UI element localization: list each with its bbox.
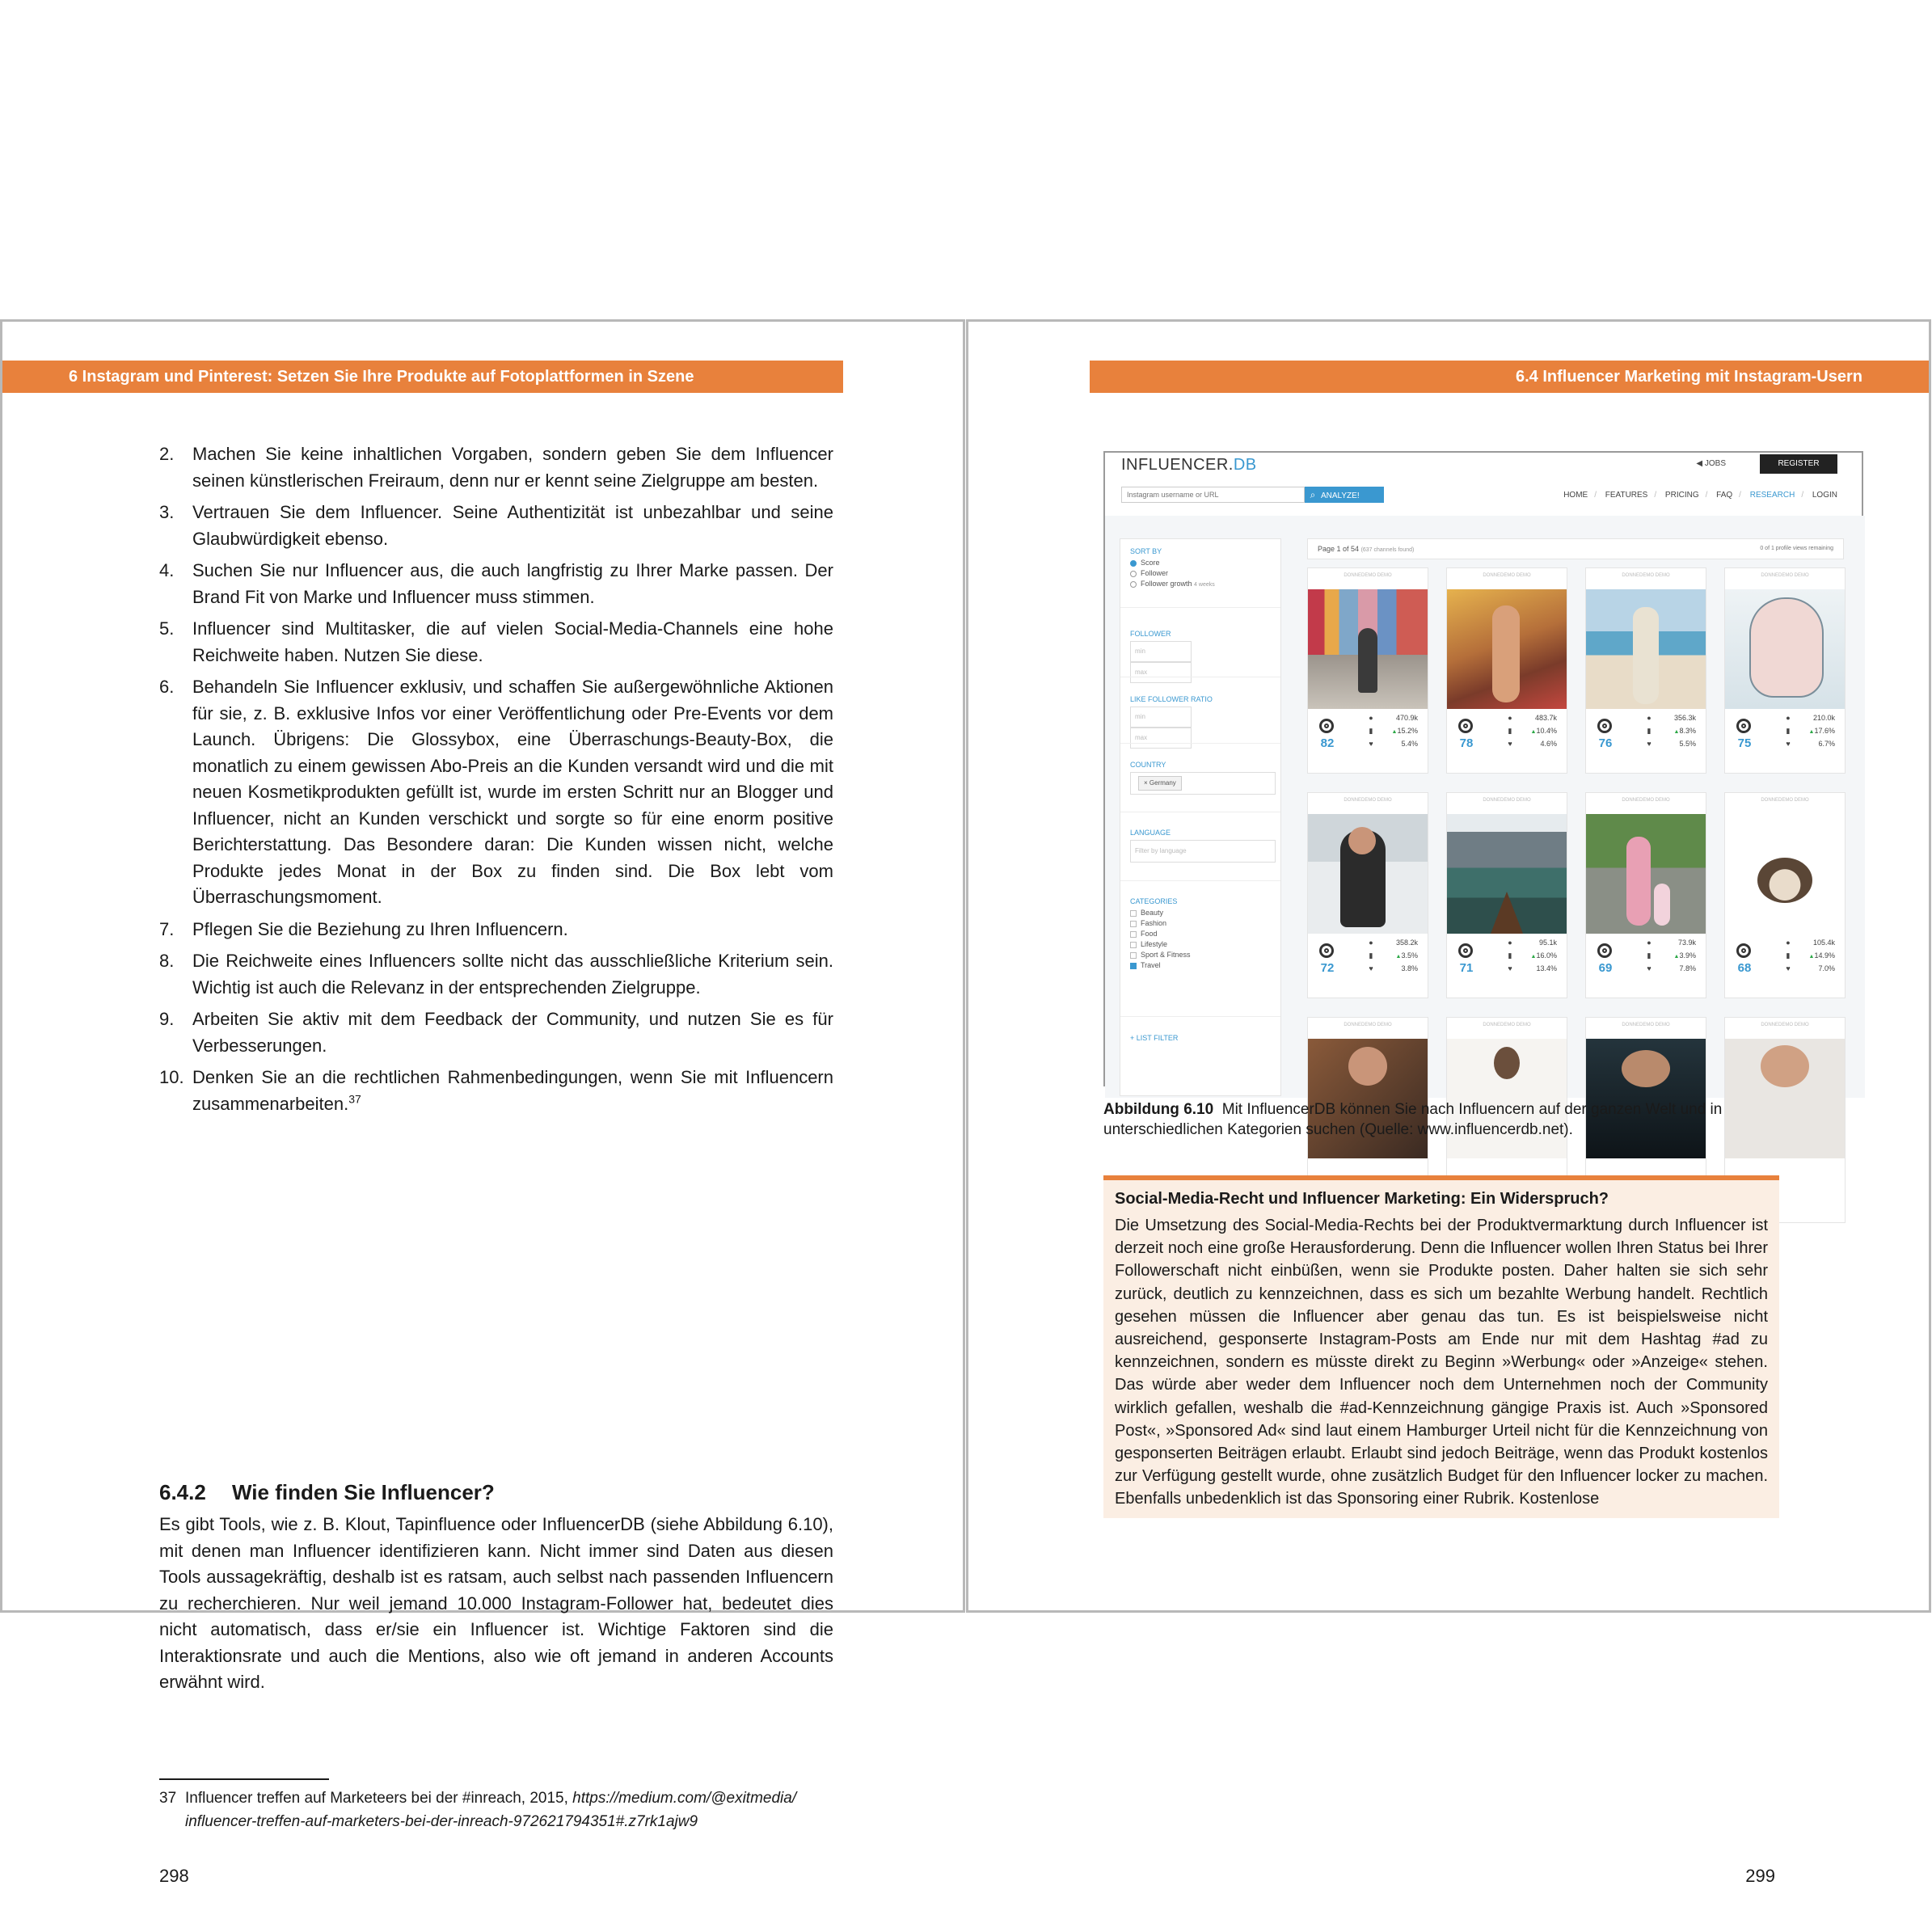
ratio-min-input[interactable]: min bbox=[1130, 707, 1192, 728]
instagram-icon bbox=[1736, 943, 1751, 958]
profile-photo bbox=[1725, 1039, 1845, 1158]
instagram-icon bbox=[1597, 943, 1612, 958]
category-food-checkbox[interactable]: Food bbox=[1130, 930, 1271, 938]
site-logo[interactable]: INFLUENCER.DB bbox=[1121, 456, 1257, 474]
growth-icon: ▮ bbox=[1647, 951, 1651, 960]
influencer-score: 69 bbox=[1598, 961, 1613, 975]
profile-photo bbox=[1725, 814, 1845, 934]
influencer-card[interactable]: DONNEDEMO DEMO 69 ● 73.9k ▮ ▲3.9% ♥ 7.8% bbox=[1585, 792, 1706, 998]
follower-max-input[interactable]: max bbox=[1130, 662, 1192, 683]
category-travel-checkbox[interactable]: Travel bbox=[1130, 961, 1271, 969]
instagram-icon bbox=[1458, 719, 1473, 733]
profile-photo bbox=[1447, 589, 1567, 709]
country-group: COUNTRY × Germany bbox=[1130, 761, 1271, 795]
influencer-card[interactable]: DONNEDEMO DEMO bbox=[1446, 1017, 1567, 1223]
section-heading: 6.4.2 Wie finden Sie Influencer? bbox=[159, 1480, 495, 1504]
influencer-card[interactable]: DONNEDEMO DEMO 68 ● 105.4k ▮ ▲14.9% ♥ 7.0% bbox=[1724, 792, 1846, 998]
influencer-card[interactable]: DONNEDEMO DEMO 72 ● 358.2k ▮ ▲3.5% ♥ 3.8% bbox=[1307, 792, 1428, 998]
profile-photo bbox=[1586, 814, 1706, 934]
page-number: 299 bbox=[1745, 1866, 1775, 1886]
nav-login[interactable]: LOGIN bbox=[1812, 491, 1837, 500]
figure-caption: Abbildung 6.10 Mit InfluencerDB können Sie nach Influencern auf der ganzen Welt und in unterschiedlichen Kategorien suchen (Quelle: www.influencerdb.net). bbox=[1103, 1101, 1723, 1138]
nav-research[interactable]: RESEARCH bbox=[1749, 491, 1795, 500]
list-filter-button[interactable]: + LIST FILTER bbox=[1130, 1034, 1179, 1042]
sort-group: SORT BY Score Follower Follower growth 4 weeks bbox=[1130, 547, 1271, 590]
follower-group: FOLLOWER minmax bbox=[1130, 630, 1271, 683]
instagram-icon bbox=[1319, 943, 1334, 958]
follower-icon: ● bbox=[1647, 939, 1651, 947]
influencer-card[interactable]: DONNEDEMO DEMO 78 ● 483.7k ▮ ▲10.4% ♥ 4.6% bbox=[1446, 567, 1567, 774]
profile-photo bbox=[1308, 814, 1428, 934]
influencer-score: 76 bbox=[1598, 736, 1613, 750]
profile-photo bbox=[1447, 1039, 1567, 1158]
profile-photo bbox=[1308, 589, 1428, 709]
footnote: 37 Influencer treffen auf Marketeers bei der #inreach, 2015, https://medium.com/@exitmedia/ influencer-treffen-auf-marketers-bei-der-inreach-972621794351#.z7rk1ajw9 bbox=[159, 1790, 797, 1830]
language-group: LANGUAGE Filter by language bbox=[1130, 829, 1271, 863]
profile-photo bbox=[1586, 1039, 1706, 1158]
analyze-button[interactable]: ⌕ ANALYZE! bbox=[1305, 487, 1384, 503]
profile-photo bbox=[1308, 1039, 1428, 1158]
follower-icon: ● bbox=[1647, 714, 1651, 722]
influencer-score: 78 bbox=[1459, 736, 1474, 750]
like-icon: ♥ bbox=[1369, 740, 1373, 748]
language-field[interactable]: Filter by language bbox=[1130, 840, 1276, 863]
growth-icon: ▮ bbox=[1508, 951, 1512, 960]
profile-photo bbox=[1447, 814, 1567, 934]
sort-follower-radio[interactable]: Follower bbox=[1130, 569, 1271, 577]
nav-pricing[interactable]: PRICING bbox=[1664, 491, 1699, 500]
like-icon: ♥ bbox=[1786, 740, 1791, 748]
country-chip[interactable]: × Germany bbox=[1138, 776, 1182, 791]
follower-icon: ● bbox=[1508, 939, 1512, 947]
growth-icon: ▮ bbox=[1647, 727, 1651, 735]
filter-sidebar bbox=[1120, 538, 1281, 1096]
influencer-card[interactable]: DONNEDEMO DEMO 76 ● 356.3k ▮ ▲8.3% ♥ 5.5% bbox=[1585, 567, 1706, 774]
like-icon: ♥ bbox=[1647, 740, 1651, 748]
sort-score-radio[interactable]: Score bbox=[1130, 559, 1271, 567]
instagram-icon bbox=[1458, 943, 1473, 958]
ratio-group: LIKE FOLLOWER RATIO minmax bbox=[1130, 695, 1271, 749]
section-paragraph: Es gibt Tools, wie z. B. Klout, Tapinfluence oder InfluencerDB (siehe Abbildung 6.10), mit denen man Influencer identifizieren kann. Nicht immer sind Daten aus diesen Tools aussagekräftig, deshalb ist es ratsam, auch selbst nach passenden Influencern zu recherchieren. Nur weil jemand 10.000 Instagram-Follower hat, bedeutet dies nicht automatisch, dass er/sie ein Influencer ist. Wichtige Faktoren sind die Interaktionsrate und auch die Mentions, also wie oft jemand in anderen Accounts erwähnt wird. bbox=[159, 1514, 833, 1692]
influencer-score: 82 bbox=[1320, 736, 1335, 750]
like-icon: ♥ bbox=[1786, 964, 1791, 972]
follower-icon: ● bbox=[1508, 714, 1512, 722]
influencerdb-screenshot bbox=[1103, 451, 1863, 1086]
influencer-card[interactable]: DONNEDEMO DEMO 75 ● 210.0k ▮ ▲17.6% ♥ 6.7% bbox=[1724, 567, 1846, 774]
main-nav: HOME / FEATURES / PRICING / FAQ / RESEARCH / LOGIN bbox=[1563, 491, 1837, 500]
profile-photo bbox=[1725, 589, 1845, 709]
category-beauty-checkbox[interactable]: Beauty bbox=[1130, 909, 1271, 917]
growth-icon: ▮ bbox=[1786, 951, 1791, 960]
jobs-link[interactable]: ◀ JOBS bbox=[1696, 459, 1726, 468]
tips-list bbox=[159, 441, 833, 1123]
right-page bbox=[966, 319, 1931, 1886]
content-area bbox=[1105, 516, 1865, 1098]
category-fashion-checkbox[interactable]: Fashion bbox=[1130, 919, 1271, 927]
footnote-link[interactable]: influencer-treffen-auf-marketers-bei-der-inreach-972621794351#.z7rk1ajw9 bbox=[185, 1813, 698, 1830]
list-item: 8. Die Reichweite eines Influencers sollte nicht das ausschließliche Kriterium sein. Wichtig ist auch die Relevanz in der entsprechenden Zielgruppe. bbox=[159, 951, 833, 998]
list-item: 5. Influencer sind Multitasker, die auf vielen Social-Media-Channels eine hohe Reichweite haben. Nutzen Sie diese. bbox=[159, 618, 833, 665]
instagram-icon bbox=[1736, 719, 1751, 733]
search-icon: ⌕ bbox=[1310, 489, 1316, 500]
list-item: 4. Suchen Sie nur Influencer aus, die auch langfristig zu Ihrer Marke passen. Der Brand Fit von Marke und Influencer muss stimmen. bbox=[159, 560, 833, 607]
influencer-card[interactable]: DONNEDEMO DEMO bbox=[1585, 1017, 1706, 1223]
infobox bbox=[1103, 1180, 1779, 1518]
list-item: 6. Behandeln Sie Influencer exklusiv, und schaffen Sie außergewöhnliche Aktionen für sie, z. B. exklusive Infos vor einer Veröffentlichung oder Pre-Events vor dem Launch. Übrigens: Die Glossybox, eine Überraschungs-Beauty-Box, die monatlich zu einem gewissen Abo-Preis an die Kunden versandt wird und die mit neuen Kosmetikprodukten gefüllt ist, wurde im ersten Schritt nur an Blogger und Influencer, nicht an Kunden verschickt und sorgte so für eine enorm positive Berichterstattung. Das Besondere daran: Die Kunden wissen nicht, welche Produkte jedes Monat in der Box zu finden sind. Die Box lebt vom Überraschungsmoment. bbox=[159, 677, 833, 907]
profile-photo bbox=[1586, 589, 1706, 709]
category-sport-checkbox[interactable]: Sport & Fitness bbox=[1130, 951, 1271, 959]
influencer-card[interactable]: DONNEDEMO DEMO bbox=[1724, 1017, 1846, 1223]
growth-icon: ▮ bbox=[1786, 727, 1791, 735]
left-page bbox=[0, 319, 965, 1886]
influencer-score: 71 bbox=[1459, 961, 1474, 975]
list-item: 3. Vertrauen Sie dem Influencer. Seine Authentizität ist unbezahlbar und seine Glaubwürdigkeit ebenso. bbox=[159, 502, 833, 549]
megaphone-icon: ◀ bbox=[1696, 459, 1705, 468]
list-item: 2. Machen Sie keine inhaltlichen Vorgaben, sondern geben Sie dem Influencer seinen künstlerischen Freiraum, denn nur er kennt seine Zielgruppe am besten. bbox=[159, 444, 833, 491]
list-item: 7. Pflegen Sie die Beziehung zu Ihren Influencern. bbox=[159, 918, 568, 939]
infobox-text: Die Umsetzung des Social-Media-Rechts bei der Produktvermarktung durch Influencer ist derzeit noch eine große Herausforderung. Denn die Influencer wollen Ihren Status bei Ihrer Followerschaft nicht einbüßen, wenn sie Produkte posten. Daher halten sie sich sehr zurück, deutlich zu kennzeichnen, dass es sich um bezahlte Werbung handelt. Rechtlich gesehen müssen die Influencer aber genau das tun. Es ist beispielsweise nicht ausreichend, gesponserte Instagram-Posts am Ende nur mit dem Hashtag #ad zu kennzeichnen, sondern es müsste direkt zu Beginn »Werbung« oder »Anzeige« stehen. Das würde aber weder dem Influencer noch dem Unternehmen noch der Community wirklich gefallen, weshalb die #ad-Kennzeichnung gängige Praxis ist. Auch »Sponsored Post«, »Sponsored Ad« sind laut einem Hamburger Urteil nicht für die Kennzeichnung von gesponserten Beiträgen erlaubt. Erlaubt sind jedoch Beiträge, wenn das Produkt kostenlos zur Verfügung gestellt wurde, ohne zusätzlich Budget für den Influencer locker zu machen. Ebenfalls unbedenklich ist das Sponsoring einer Rubrik. Kostenlose bbox=[1115, 1217, 1768, 1508]
chapter-header: 6 Instagram und Pinterest: Setzen Sie Ihre Produkte auf Fotoplattformen in Szene bbox=[2, 361, 843, 393]
nav-features[interactable]: FEATURES bbox=[1605, 491, 1648, 500]
sort-growth-radio[interactable]: Follower growth 4 weeks bbox=[1130, 580, 1271, 588]
influencer-card[interactable]: DONNEDEMO DEMO bbox=[1307, 1017, 1428, 1223]
footnote-link[interactable]: https://medium.com/@exitmedia/ bbox=[572, 1790, 797, 1807]
instagram-icon bbox=[1597, 719, 1612, 733]
nav-faq[interactable]: FAQ bbox=[1716, 491, 1733, 500]
list-item: 10. Denken Sie an die rechtlichen Rahmenbedingungen, wenn Sie mit Influencern zusammenarbeiten.$^{37}$ bbox=[159, 1067, 833, 1114]
country-field[interactable] bbox=[1130, 772, 1276, 795]
instagram-icon bbox=[1319, 719, 1334, 733]
follower-icon: ● bbox=[1786, 939, 1791, 947]
influencer-card[interactable]: DONNEDEMO DEMO 82 ● 470.9k ▮ ▲15.2% ♥ 5.4% bbox=[1307, 567, 1428, 774]
follower-icon: ● bbox=[1369, 939, 1373, 947]
influencer-score: 75 bbox=[1737, 736, 1752, 750]
list-item: 9. Arbeiten Sie aktiv mit dem Feedback der Community, und nutzen Sie es für Verbesserungen. bbox=[159, 1009, 833, 1056]
like-icon: ♥ bbox=[1508, 740, 1512, 748]
footnote-rule bbox=[159, 1778, 329, 1780]
ratio-max-input[interactable]: max bbox=[1130, 728, 1192, 749]
follower-icon: ● bbox=[1786, 714, 1791, 722]
section-header: 6.4 Influencer Marketing mit Instagram-Usern bbox=[1090, 361, 1929, 393]
follower-min-input[interactable]: min bbox=[1130, 641, 1192, 662]
footnote-ref[interactable]: 37 bbox=[348, 1092, 361, 1106]
influencer-score: 72 bbox=[1320, 961, 1335, 975]
like-icon: ♥ bbox=[1508, 964, 1512, 972]
influencer-score: 68 bbox=[1737, 961, 1752, 975]
page-number: 298 bbox=[159, 1866, 189, 1886]
growth-icon: ▮ bbox=[1369, 951, 1373, 960]
like-icon: ♥ bbox=[1369, 964, 1373, 972]
follower-icon: ● bbox=[1369, 714, 1373, 722]
growth-icon: ▮ bbox=[1369, 727, 1373, 735]
influencer-card[interactable]: DONNEDEMO DEMO 71 ● 95.1k ▮ ▲16.0% ♥ 13.4% bbox=[1446, 792, 1567, 998]
category-lifestyle-checkbox[interactable]: Lifestyle bbox=[1130, 940, 1271, 948]
categories-group: CATEGORIES Beauty Fashion Food Lifestyle Sport & Fitness Travel bbox=[1130, 897, 1271, 972]
search-input[interactable] bbox=[1121, 487, 1305, 503]
like-icon: ♥ bbox=[1647, 964, 1651, 972]
results-bar: Page 1 of 54 (637 channels found) 0 of 1 profile views remaining bbox=[1307, 538, 1844, 559]
growth-icon: ▮ bbox=[1508, 727, 1512, 735]
register-button[interactable]: REGISTER bbox=[1760, 454, 1837, 474]
infobox-title: Social-Media-Recht und Influencer Marketing: Ein Widerspruch? bbox=[1115, 1190, 1609, 1208]
nav-home[interactable]: HOME bbox=[1563, 491, 1588, 500]
